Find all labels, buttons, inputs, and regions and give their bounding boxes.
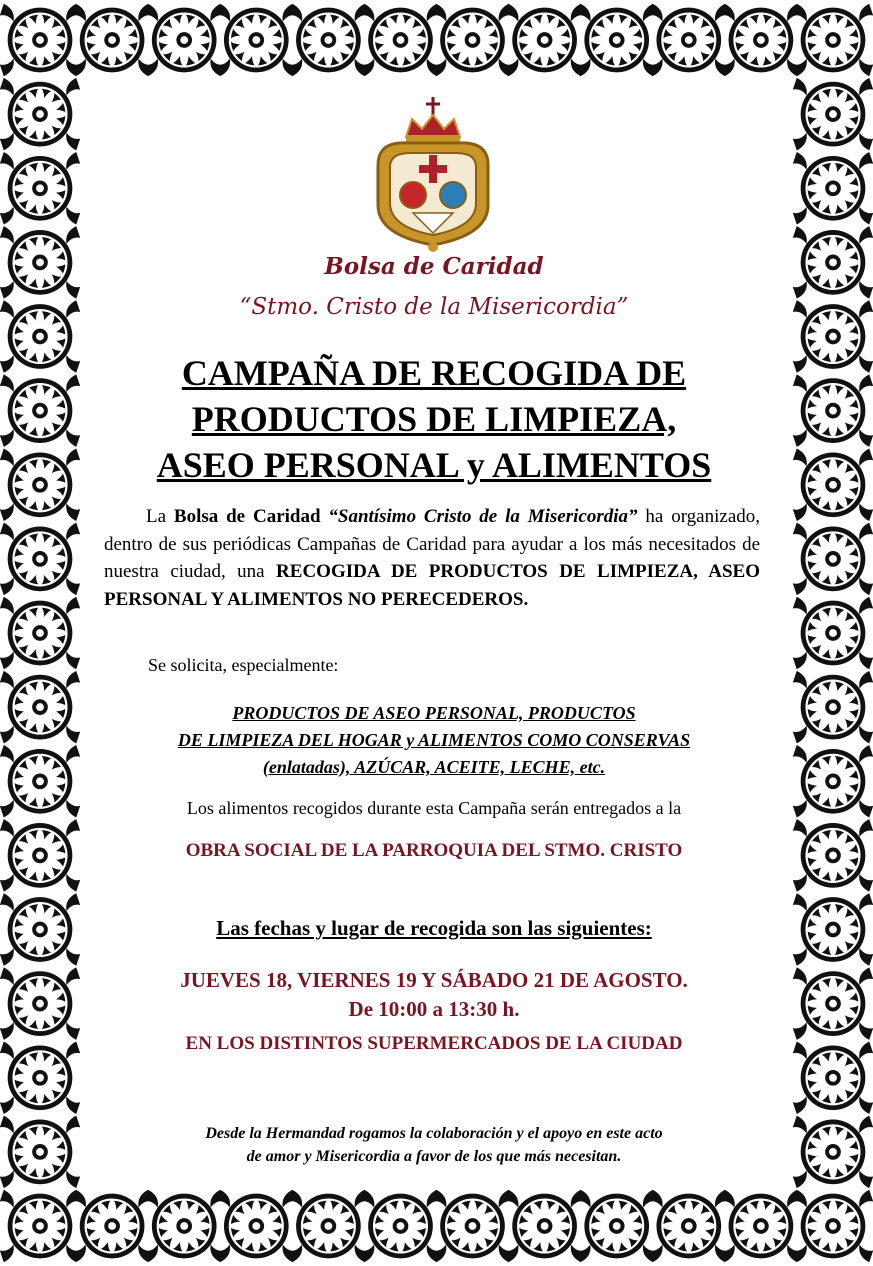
rosette-ornament-icon bbox=[793, 1190, 873, 1263]
products-line: DE LIMPIEZA DEL HOGAR y ALIMENTOS COMO CONSERVAS bbox=[177, 730, 691, 750]
dates-line: JUEVES 18, VIERNES 19 Y SÁBADO 21 DE AGOSTO. bbox=[180, 968, 688, 992]
rosette-ornament-icon bbox=[432, 4, 512, 77]
rosette-ornament-icon bbox=[793, 300, 873, 373]
rosette-ornament-icon bbox=[793, 893, 873, 966]
headline-line: ASEO PERSONAL y ALIMENTOS bbox=[156, 445, 712, 485]
rosette-ornament-icon bbox=[793, 374, 873, 447]
rosette-ornament-icon bbox=[0, 78, 80, 151]
rosette-ornament-icon bbox=[793, 597, 873, 670]
products-line: PRODUCTOS DE ASEO PERSONAL, PRODUCTOS bbox=[232, 703, 636, 723]
rosette-ornament-icon bbox=[0, 1190, 80, 1263]
rosette-ornament-icon bbox=[577, 4, 657, 77]
intro-lead: La bbox=[146, 506, 174, 527]
rosette-ornament-icon bbox=[0, 597, 80, 670]
rosette-ornament-icon bbox=[0, 523, 80, 596]
rosette-ornament-icon bbox=[649, 1190, 729, 1263]
rosette-ornament-icon bbox=[432, 1190, 512, 1263]
rosette-ornament-icon bbox=[793, 671, 873, 744]
headline-line: PRODUCTOS DE LIMPIEZA, bbox=[191, 399, 677, 439]
rosette-ornament-icon bbox=[793, 819, 873, 892]
intro-paragraph bbox=[104, 503, 760, 613]
rosette-ornament-icon bbox=[288, 4, 368, 77]
intro-org-italic: “Santísimo Cristo de la Misericordia” bbox=[328, 506, 638, 527]
rosette-ornament-icon bbox=[144, 1190, 224, 1263]
closing-line: Desde la Hermandad rogamos la colaboración y el apoyo en este acto bbox=[205, 1125, 663, 1142]
rosette-ornament-icon bbox=[793, 745, 873, 818]
intro-org-bold: Bolsa de Caridad bbox=[173, 506, 321, 527]
closing-line: de amor y Misericordia a favor de los que más necesitan. bbox=[246, 1148, 622, 1165]
rosette-ornament-icon bbox=[216, 4, 296, 77]
rosette-ornament-icon bbox=[504, 1190, 584, 1263]
rosette-ornament-icon bbox=[793, 523, 873, 596]
rosette-ornament-icon bbox=[793, 967, 873, 1040]
rosette-ornament-icon bbox=[0, 300, 80, 373]
rosette-ornament-icon bbox=[0, 226, 80, 299]
rosette-ornament-icon bbox=[0, 1116, 80, 1189]
rosette-ornament-icon bbox=[721, 1190, 801, 1263]
rosette-ornament-icon bbox=[0, 4, 80, 77]
rosette-ornament-icon bbox=[793, 226, 873, 299]
collection-location: EN LOS DISTINTOS SUPERMERCADOS DE LA CIUDAD bbox=[185, 1033, 683, 1054]
rosette-ornament-icon bbox=[0, 152, 80, 225]
rosette-ornament-icon bbox=[577, 1190, 657, 1263]
hours-line: De 10:00 a 13:30 h. bbox=[348, 997, 520, 1021]
rosette-ornament-icon bbox=[793, 1042, 873, 1115]
rosette-ornament-icon bbox=[360, 1190, 440, 1263]
rosette-ornament-icon bbox=[0, 374, 80, 447]
rosette-ornament-icon bbox=[360, 4, 440, 77]
rosette-ornament-icon bbox=[0, 745, 80, 818]
rosette-ornament-icon bbox=[504, 4, 584, 77]
intro-highlight: RECOGIDA DE PRODUCTOS DE LIMPIEZA, ASEO PERSONAL Y ALIMENTOS NO PERECEDEROS. bbox=[104, 561, 760, 610]
rosette-ornament-icon bbox=[288, 1190, 368, 1263]
headline-line: CAMPAÑA DE RECOGIDA DE bbox=[181, 353, 687, 393]
rosette-ornament-icon bbox=[793, 152, 873, 225]
rosette-ornament-icon bbox=[0, 893, 80, 966]
rosette-ornament-icon bbox=[0, 1042, 80, 1115]
collection-dates bbox=[92, 966, 776, 1024]
rosette-ornament-icon bbox=[793, 4, 873, 77]
organization-patron: “Stmo. Cristo de la Misericordia” bbox=[239, 294, 629, 320]
brotherhood-crest-icon bbox=[368, 95, 498, 255]
rosette-ornament-icon bbox=[0, 967, 80, 1040]
rosette-ornament-icon bbox=[0, 449, 80, 522]
closing-message bbox=[92, 1122, 776, 1168]
products-line: (enlatadas), AZÚCAR, ACEITE, LECHE, etc. bbox=[262, 757, 606, 777]
rosette-ornament-icon bbox=[72, 4, 152, 77]
rosette-ornament-icon bbox=[72, 1190, 152, 1263]
organization-name: Bolsa de Caridad bbox=[324, 253, 544, 280]
request-label: Se solicita, especialmente: bbox=[148, 655, 339, 675]
rosette-ornament-icon bbox=[0, 671, 80, 744]
rosette-ornament-icon bbox=[144, 4, 224, 77]
rosette-ornament-icon bbox=[793, 449, 873, 522]
rosette-ornament-icon bbox=[0, 819, 80, 892]
delivery-text: Los alimentos recogidos durante esta Campaña serán entregados a la bbox=[186, 798, 682, 818]
campaign-headline bbox=[92, 350, 776, 488]
recipient-name: OBRA SOCIAL DE LA PARROQUIA DEL STMO. CRISTO bbox=[185, 840, 683, 861]
intro-middle: ha organizado, dentro de sus periódicas Campañas de Caridad para ayudar a los más necesitados de nuestra ciudad, una bbox=[104, 506, 761, 582]
rosette-ornament-icon bbox=[793, 78, 873, 151]
rosette-ornament-icon bbox=[721, 4, 801, 77]
rosette-ornament-icon bbox=[216, 1190, 296, 1263]
products-list bbox=[92, 700, 776, 781]
dates-heading: Las fechas y lugar de recogida son las siguientes: bbox=[216, 916, 652, 940]
rosette-ornament-icon bbox=[793, 1116, 873, 1189]
rosette-ornament-icon bbox=[649, 4, 729, 77]
